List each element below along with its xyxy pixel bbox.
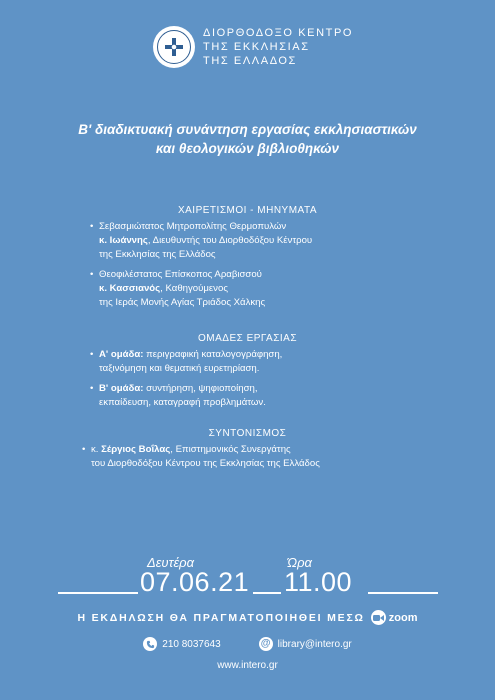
- groups-list: [90, 348, 420, 416]
- list-item: • Θεοφιλέστατος Επίσκοπος Αραβισσού κ. Κασσιανός, Καθηγούμενος της Ιεράς Μονής Αγίας Τριάδος Χάλκης: [90, 269, 266, 308]
- event-title: [0, 120, 495, 158]
- coordinator-name: Σέργιος Βοΐλας: [101, 444, 171, 455]
- at-icon: @: [259, 637, 273, 651]
- cross-seal-icon: [153, 26, 195, 68]
- list-item: • Α' ομάδα: περιγραφική καταλογογράφηση, ταξινόμηση και θεματική ευρετηρίαση.: [90, 349, 283, 374]
- coordination-list: [82, 443, 422, 477]
- contact-info: [0, 637, 495, 651]
- group-label: Β' ομάδα:: [99, 383, 144, 394]
- org-line-2: ΤΗΣ ΕΚΚΛΗΣΙΑΣ: [203, 41, 310, 53]
- list-item: • Σεβασμιώτατος Μητροπολίτης Θερμοπυλών κ. Ιωάννης, Διευθυντής του Διορθοδόξου Κέντρου της Εκκλησίας της Ελλάδος: [90, 221, 313, 260]
- title-line-1: Β' διαδικτυακή συνάντηση εργασίας εκκλησιαστικών: [78, 122, 417, 137]
- bullet: •: [90, 269, 94, 280]
- zoom-logo: [371, 610, 418, 625]
- divider: [253, 592, 281, 594]
- list-item: • κ. Σέργιος Βοΐλας, Επιστημονικός Συνεργάτης του Διορθοδόξου Κέντρου της Εκκλησίας της Ελλάδος: [82, 444, 320, 469]
- bullet: •: [90, 349, 94, 360]
- day-label: Δευτέρα: [147, 555, 195, 570]
- email-link[interactable]: library@intero.gr: [277, 638, 352, 650]
- greetings-list: [90, 220, 420, 316]
- speaker-name: κ. Ιωάννης: [99, 235, 148, 246]
- online-text: Η ΕΚΔΗΛΩΣΗ ΘΑ ΠΡΑΓΜΑΤΟΠΟΙΗΘΕΙ ΜΕΣΩ: [77, 611, 365, 624]
- organization-name: [203, 26, 353, 68]
- phone-number[interactable]: 210 8037643: [162, 638, 221, 650]
- divider: [368, 592, 438, 594]
- greetings-heading: ΧΑΙΡΕΤΙΣΜΟΙ - ΜΗΝΥΜΑΤΑ: [177, 205, 318, 216]
- bullet: •: [90, 221, 94, 232]
- event-time: 11.00: [284, 567, 353, 597]
- divider: [58, 592, 138, 594]
- event-date: 07.06.21: [140, 567, 250, 597]
- phone-icon: [143, 637, 157, 651]
- time-label: Ώρα: [287, 555, 312, 570]
- bullet: •: [90, 383, 94, 394]
- online-notice: [0, 610, 495, 625]
- title-line-2: και θεολογικών βιβλιοθηκών: [155, 141, 340, 156]
- group-label: Α' ομάδα:: [99, 349, 144, 360]
- website-link[interactable]: www.intero.gr: [217, 660, 278, 671]
- list-item: • Β' ομάδα: συντήρηση, ψηφιοποίηση, εκπαίδευση, καταγραφή προβλημάτων.: [90, 383, 266, 408]
- org-line-3: ΤΗΣ ΕΛΛΑΔΟΣ: [203, 55, 297, 67]
- bullet: •: [82, 444, 86, 455]
- speaker-name: κ. Κασσιανός: [99, 283, 161, 294]
- org-line-1: ΔΙΟΡΘΟΔΟΞΟ ΚΕΝΤΡΟ: [203, 27, 354, 39]
- platform-name: zoom: [388, 611, 418, 624]
- coordination-heading: ΣΥΝΤΟΝΙΣΜΟΣ: [208, 428, 287, 439]
- organization-header: [153, 26, 353, 68]
- event-datetime: [0, 547, 495, 597]
- zoom-camera-icon: [371, 610, 386, 625]
- groups-heading: ΟΜΑΔΕΣ ΕΡΓΑΣΙΑΣ: [198, 333, 297, 344]
